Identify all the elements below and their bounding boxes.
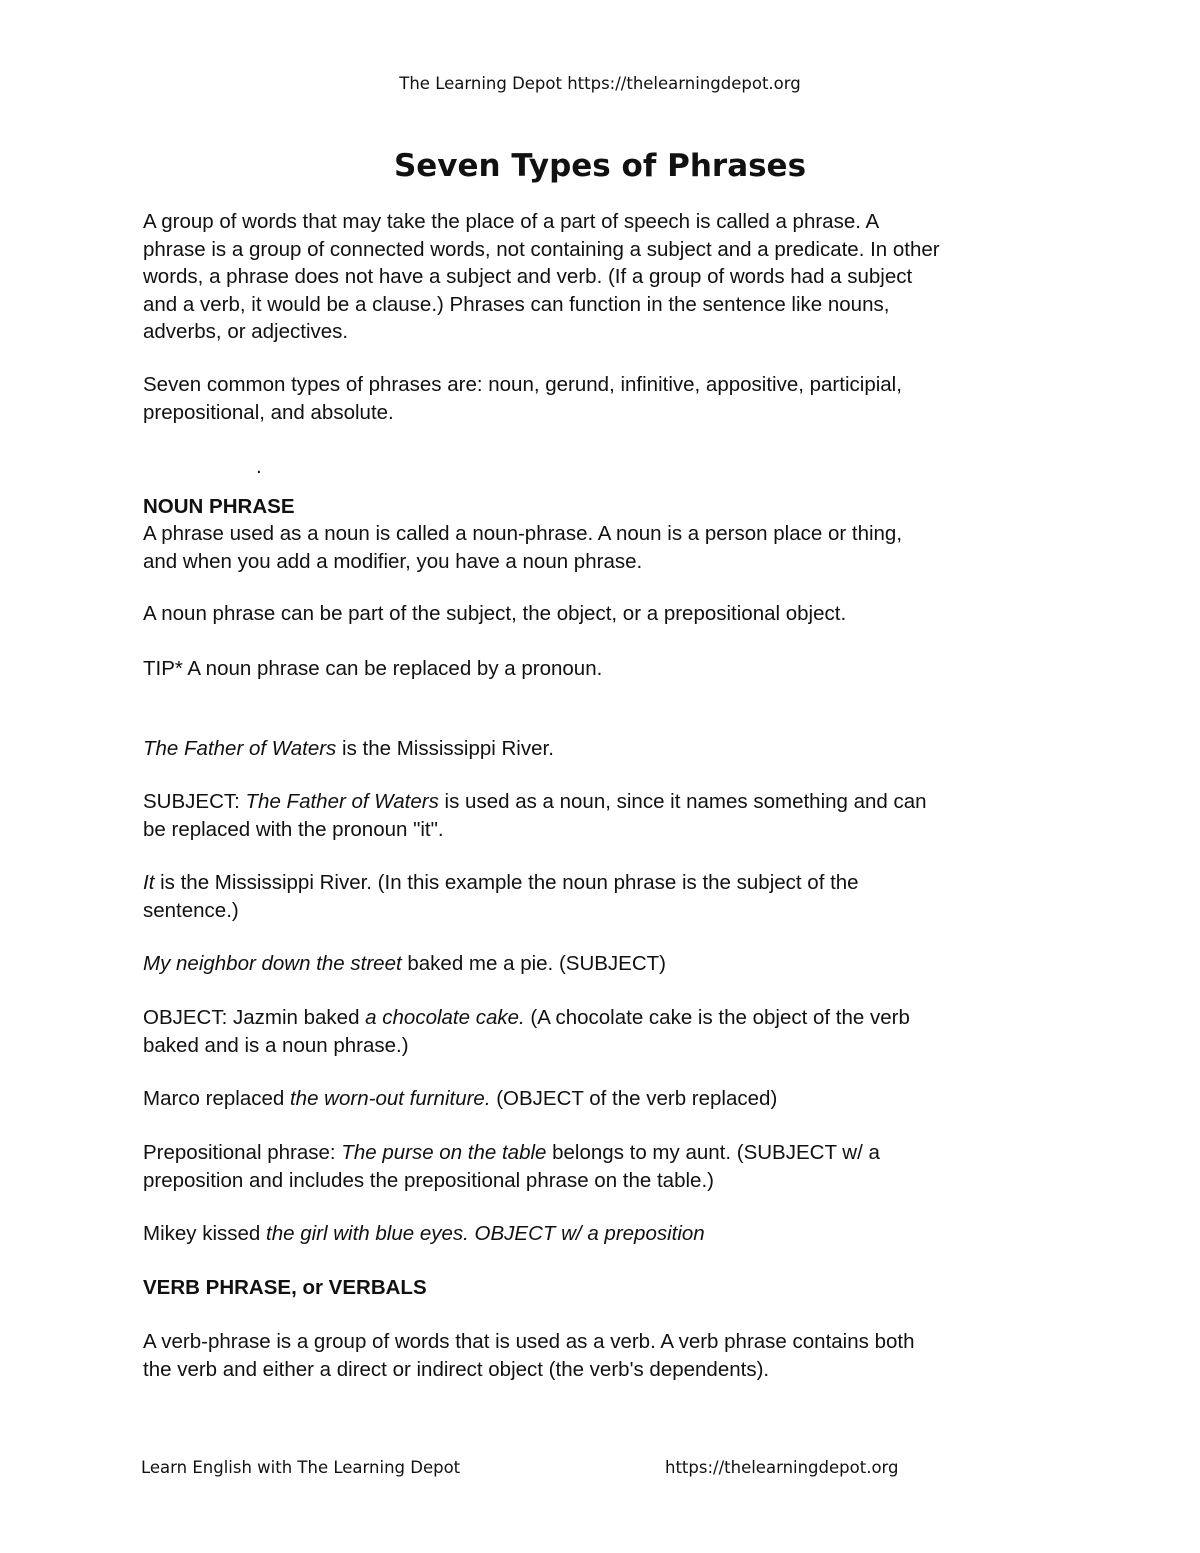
page-header: The Learning Depot https://thelearningdepot.org (399, 74, 801, 93)
prepositional-line (143, 1139, 880, 1167)
prepositional-example (143, 1139, 880, 1194)
object-line (143, 1004, 910, 1032)
example-prefix: Marco replaced (143, 1087, 290, 1110)
types-line: Seven common types of phrases are: noun, gerund, infinitive, appositive, participial, (143, 373, 902, 396)
object-rest: (A chocolate cake is the object of the verb (524, 1006, 910, 1029)
noun-phrase-heading: NOUN PHRASE (143, 495, 295, 518)
example-rest: baked me a pie. (SUBJECT) (401, 952, 667, 975)
example-phrase: My neighbor down the street (143, 952, 402, 975)
definition-line: A phrase used as a noun is called a noun-phrase. A noun is a person place or thing, (143, 522, 903, 545)
it-line: sentence.) (143, 898, 239, 922)
stray-dot: . (256, 455, 262, 478)
types-paragraph (143, 371, 902, 426)
example-rest: is the Mississippi River. (336, 737, 554, 760)
subject-label: SUBJECT: (143, 790, 246, 813)
noun-definition (143, 520, 902, 575)
subject-explanation (143, 788, 927, 843)
noun-part-of: A noun phrase can be part of the subject, the object, or a prepositional object. (143, 602, 847, 625)
intro-paragraph (143, 208, 940, 346)
it-line (143, 869, 859, 897)
example-phrase: The purse on the table (341, 1141, 547, 1164)
example-mikey (143, 1220, 705, 1248)
example-marco (143, 1085, 777, 1113)
footer-left: Learn English with The Learning Depot (141, 1458, 461, 1477)
it-rest: is the Mississippi River. (In this example the noun phrase is the subject of the (154, 871, 859, 894)
object-line: baked and is a noun phrase.) (143, 1033, 409, 1057)
example-neighbor (143, 950, 666, 978)
example-phrase: the worn-out furniture. (289, 1087, 491, 1110)
subject-line: be replaced with the pronoun "it". (143, 817, 444, 841)
object-prefix: OBJECT: Jazmin baked (143, 1006, 366, 1029)
intro-line: adverbs, or adjectives. (143, 320, 349, 343)
intro-line: words, a phrase does not have a subject and verb. (If a group of words had a subject (143, 265, 913, 288)
verb-line: A verb-phrase is a group of words that is used as a verb. A verb phrase contains both (143, 1330, 915, 1353)
subject-line (143, 788, 927, 816)
prepositional-line: preposition and includes the prepositional phrase on the table.) (143, 1168, 714, 1192)
intro-line: A group of words that may take the place of a part of speech is called a phrase. A (143, 210, 880, 233)
example-phrase: The Father of Waters (245, 790, 439, 813)
subject-rest: is used as a noun, since it names something and can (438, 790, 927, 813)
example-phrase: The Father of Waters (143, 737, 337, 760)
verb-phrase-heading: VERB PHRASE, or VERBALS (143, 1276, 427, 1299)
example-phrase: a chocolate cake. (365, 1006, 525, 1029)
definition-line: and when you add a modifier, you have a noun phrase. (143, 549, 643, 573)
verb-definition (143, 1328, 914, 1383)
example-prefix: Mikey kissed (143, 1222, 267, 1245)
noun-tip: TIP* A noun phrase can be replaced by a pronoun. (143, 657, 603, 680)
example-rest: belongs to my aunt. (SUBJECT w/ a (546, 1141, 880, 1164)
intro-line: phrase is a group of connected words, not containing a subject and a predicate. In other (143, 237, 940, 261)
footer-link[interactable]: https://thelearningdepot.org (665, 1458, 899, 1477)
verb-line: the verb and either a direct or indirect object (the verb's dependents). (143, 1357, 770, 1381)
example-rest: (OBJECT of the verb replaced) (490, 1087, 778, 1110)
it-example (143, 869, 859, 924)
example-phrase: the girl with blue eyes. OBJECT w/ a preposition (266, 1222, 705, 1245)
example-father-of-waters (143, 735, 554, 763)
intro-line: and a verb, it would be a clause.) Phrases can function in the sentence like nouns, (143, 292, 890, 316)
types-line: prepositional, and absolute. (143, 400, 394, 424)
example-prefix: Prepositional phrase: (143, 1141, 342, 1164)
page-title: Seven Types of Phrases (393, 148, 807, 184)
pronoun: It (143, 871, 155, 894)
object-example (143, 1004, 910, 1059)
